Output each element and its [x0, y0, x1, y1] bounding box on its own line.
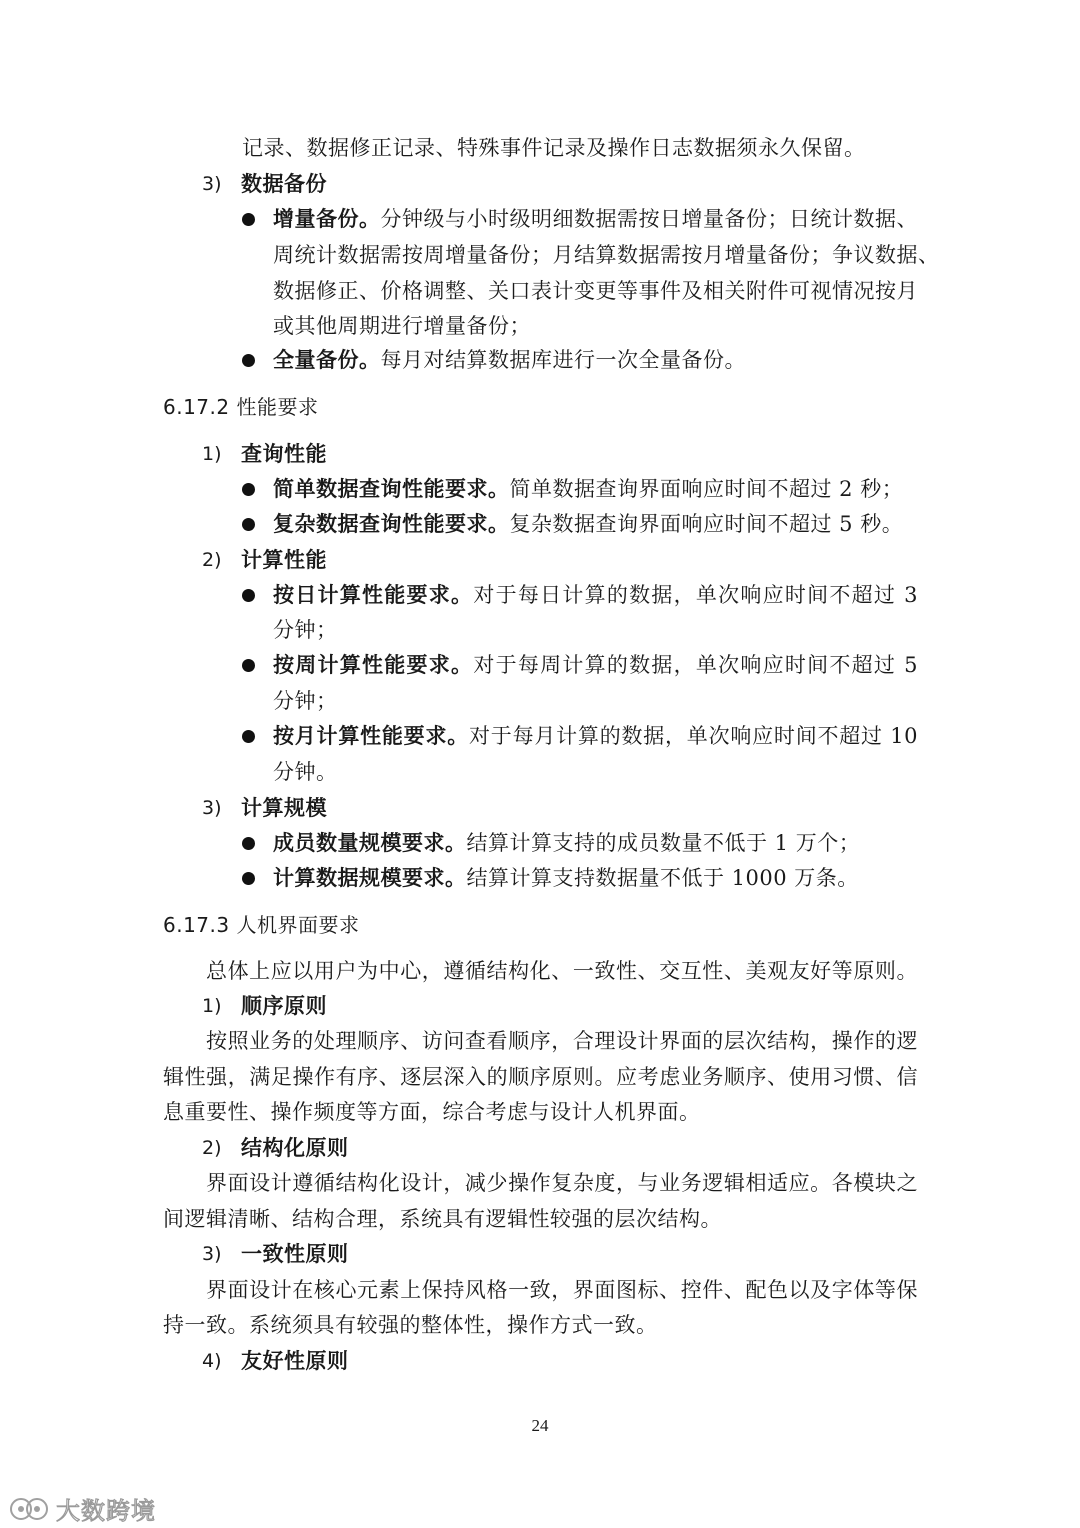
text-line: 周统计数据需按周增量备份；月结算数据需按月增量备份；争议数据、	[273, 243, 940, 267]
subheading: 友好性原则	[241, 1349, 349, 1373]
text-line: 界面设计在核心元素上保持风格一致，界面图标、控件、配色以及字体等保	[206, 1278, 918, 1302]
list-number: 1)	[202, 995, 222, 1017]
subheading: 一致性原则	[241, 1242, 349, 1266]
text-line: 持一致。系统须具有较强的整体性，操作方式一致。	[163, 1313, 658, 1337]
bullet-icon	[242, 589, 255, 602]
bullet-icon	[242, 354, 255, 367]
bullet-icon	[242, 872, 255, 885]
text-line: 辑性强，满足操作有序、逐层深入的顺序原则。应考虑业务顺序、使用习惯、信	[163, 1065, 918, 1089]
subheading: 计算性能	[241, 548, 327, 572]
bullet-icon	[242, 518, 255, 531]
text-line: 复杂数据查询性能要求。复杂数据查询界面响应时间不超过 5 秒。	[273, 512, 904, 536]
subheading: 计算规模	[241, 796, 327, 820]
text-line: 或其他周期进行增量备份；	[273, 314, 531, 338]
text-line: 全量备份。每月对结算数据库进行一次全量备份。	[273, 348, 746, 372]
text-line: 界面设计遵循结构化设计，减少操作复杂度，与业务逻辑相适应。各模块之	[206, 1171, 918, 1195]
list-number: 3)	[202, 797, 222, 819]
list-number: 3)	[202, 1243, 222, 1265]
bullet-icon	[242, 483, 255, 496]
bullet-icon	[242, 837, 255, 850]
list-number: 4)	[202, 1350, 222, 1372]
section-heading: 6.17.3 人机界面要求	[163, 913, 360, 937]
subheading: 结构化原则	[241, 1136, 349, 1160]
list-number: 2)	[202, 1137, 222, 1159]
text-line: 数据修正、价格调整、关口表计变更等事件及相关附件可视情况按月	[273, 279, 918, 303]
watermark	[8, 1490, 156, 1526]
text-line: 记录、数据修正记录、特殊事件记录及操作日志数据须永久保留。	[242, 136, 866, 160]
text-line: 总体上应以用户为中心，遵循结构化、一致性、交互性、美观友好等原则。	[206, 959, 918, 983]
text-line: 分钟。	[273, 760, 338, 784]
text-line: 简单数据查询性能要求。简单数据查询界面响应时间不超过 2 秒；	[273, 477, 904, 501]
text-line: 分钟；	[273, 689, 338, 713]
text-line: 成员数量规模要求。结算计算支持的成员数量不低于 1 万个；	[273, 831, 861, 855]
text-line: 按日计算性能要求。对于每日计算的数据，单次响应时间不超过 3	[273, 583, 918, 607]
page-number: 24	[531, 1416, 549, 1435]
text-line: 按照业务的处理顺序、访问查看顺序，合理设计界面的层次结构，操作的逻	[206, 1029, 918, 1053]
section-heading: 6.17.2 性能要求	[163, 395, 319, 419]
text-line: 计算数据规模要求。结算计算支持数据量不低于 1000 万条。	[273, 866, 859, 890]
list-number: 1)	[202, 443, 222, 465]
list-number: 2)	[202, 549, 222, 571]
text-line: 息重要性、操作频度等方面，综合考虑与设计人机界面。	[163, 1100, 701, 1124]
watermark-text: 大数跨境	[56, 1496, 156, 1525]
bullet-icon	[242, 659, 255, 672]
subheading: 查询性能	[241, 442, 327, 466]
bullet-icon	[242, 213, 255, 226]
list-number: 3)	[202, 173, 222, 195]
subheading: 数据备份	[241, 172, 327, 196]
text-line: 间逻辑清晰、结构合理，系统具有逻辑性较强的层次结构。	[163, 1207, 722, 1231]
text-line: 增量备份。分钟级与小时级明细数据需按日增量备份；日统计数据、	[273, 207, 918, 231]
text-line: 按月计算性能要求。对于每月计算的数据，单次响应时间不超过 10	[273, 724, 918, 748]
watermark-logo-icon	[8, 1494, 50, 1522]
subheading: 顺序原则	[241, 994, 327, 1018]
text-line: 按周计算性能要求。对于每周计算的数据，单次响应时间不超过 5	[273, 653, 918, 677]
bullet-icon	[242, 730, 255, 743]
text-line: 分钟；	[273, 618, 338, 642]
